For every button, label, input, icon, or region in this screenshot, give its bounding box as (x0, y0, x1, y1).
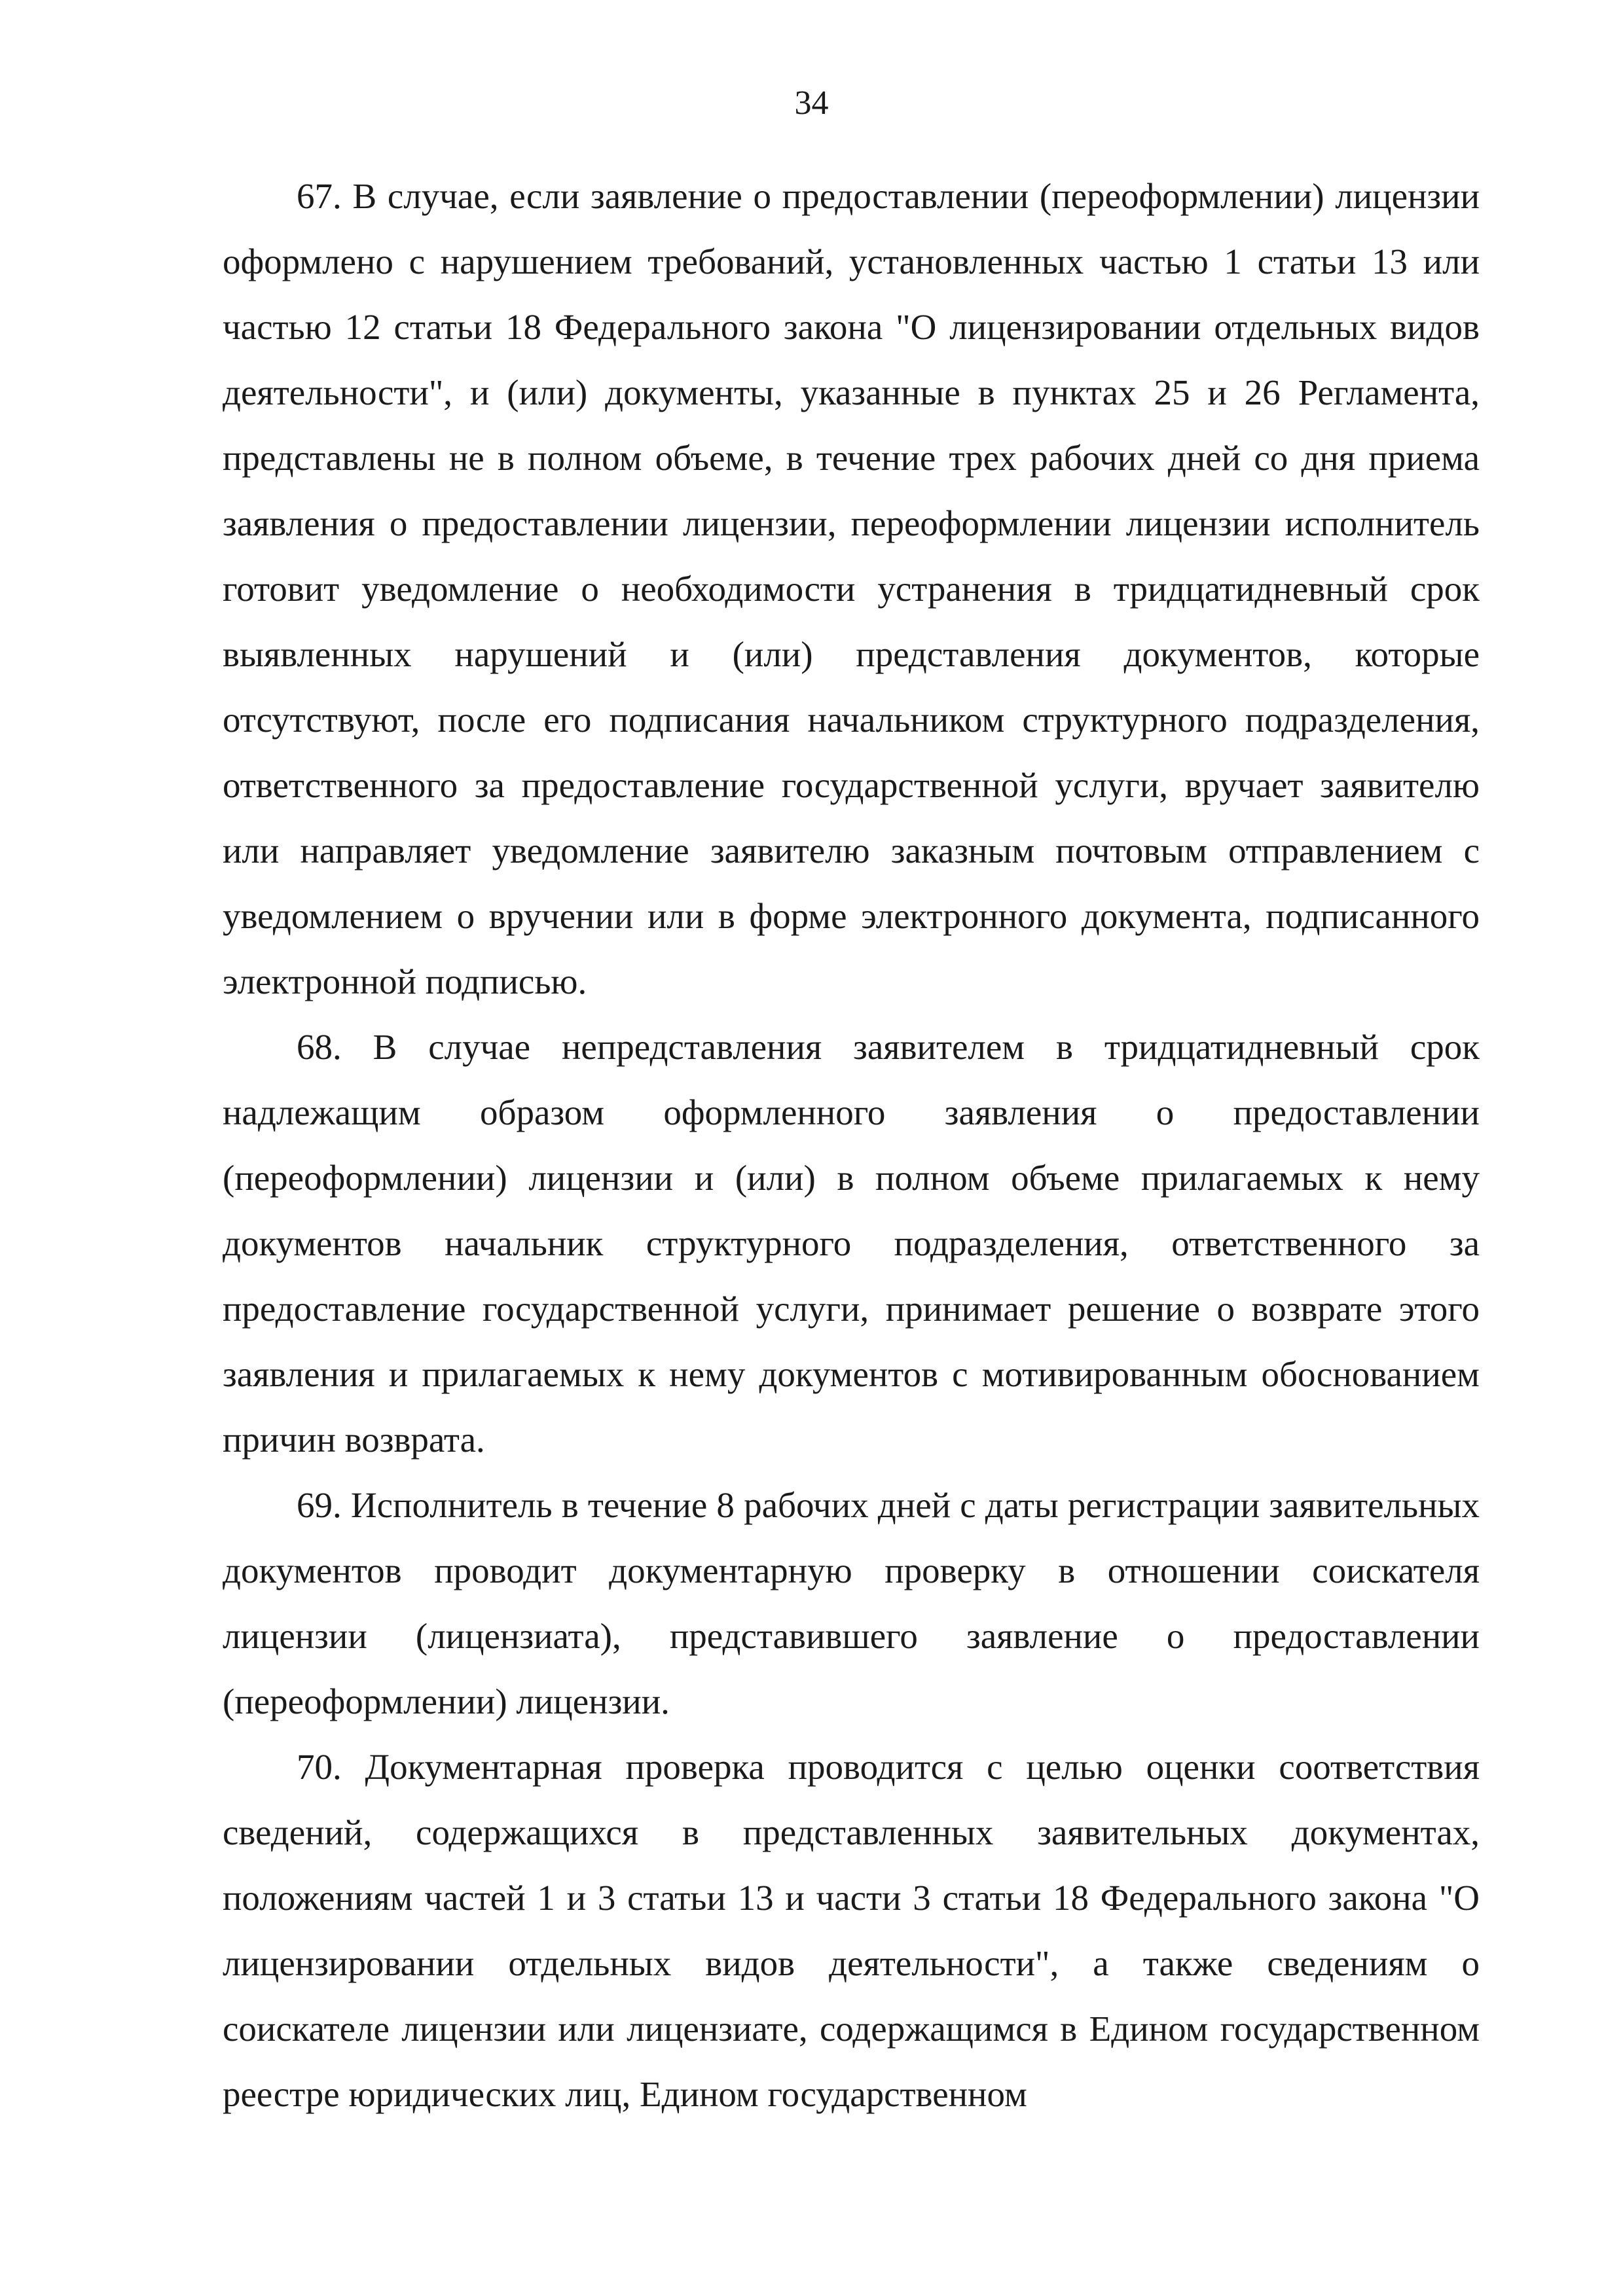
paragraph-69 (223, 1473, 1480, 1734)
paragraph-number: 69. (297, 1485, 342, 1525)
paragraph-text: В случае непредставления заявителем в тридцатидневный срок надлежащим образом оформленного заявления о предоставлении (переоформлении) лицензии и (или) в полном объеме прилагаемых к нему документов начальник структурного подразделения, ответственного за предоставление государственной услуги, принимает решение о возврате этого заявления и прилагаемых к нему документов с мотивированным обоснованием причин возврата. (223, 1027, 1480, 1460)
paragraph-number: 68. (297, 1027, 342, 1067)
paragraph-67 (223, 164, 1480, 1014)
paragraph-number: 67. (297, 176, 342, 216)
page-number: 34 (794, 84, 829, 122)
paragraph-70 (223, 1734, 1480, 2127)
paragraph-text: Исполнитель в течение 8 рабочих дней с даты регистрации заявительных документов проводит документарную проверку в отношении соискателя лицензии (лицензиата), представившего заявление о предоставлении (переоформлении) лицензии. (223, 1485, 1480, 1721)
paragraph-68 (223, 1014, 1480, 1473)
paragraph-text: В случае, если заявление о предоставлении (переоформлении) лицензии оформлено с нарушением требований, установленных частью 1 статьи 13 или частью 12 статьи 18 Федерального закона "О лицензировании отдельных видов деятельности", и (или) документы, указанные в пунктах 25 и 26 Регламента, представлены не в полном объеме, в течение трех рабочих дней со дня приема заявления о предоставлении лицензии, переоформлении лицензии исполнитель готовит уведомление о необходимости устранения в тридцатидневный срок выявленных нарушений и (или) представления документов, которые отсутствуют, после его подписания начальником структурного подразделения, ответственного за предоставление государственной услуги, вручает заявителю или направляет уведомление заявителю заказным почтовым отправлением с уведомлением о вручении или в форме электронного документа, подписанного электронной подписью. (223, 176, 1480, 1001)
document-body (223, 164, 1480, 2127)
paragraph-number: 70. (297, 1747, 342, 1787)
paragraph-text: Документарная проверка проводится с целью оценки соответствия сведений, содержащихся в представленных заявительных документах, положениям частей 1 и 3 статьи 13 и части 3 статьи 18 Федерального закона "О лицензировании отдельных видов деятельности", а также сведениям о соискателе лицензии или лицензиате, содержащимся в Едином государственном реестре юридических лиц, Едином государственном (223, 1747, 1480, 2114)
